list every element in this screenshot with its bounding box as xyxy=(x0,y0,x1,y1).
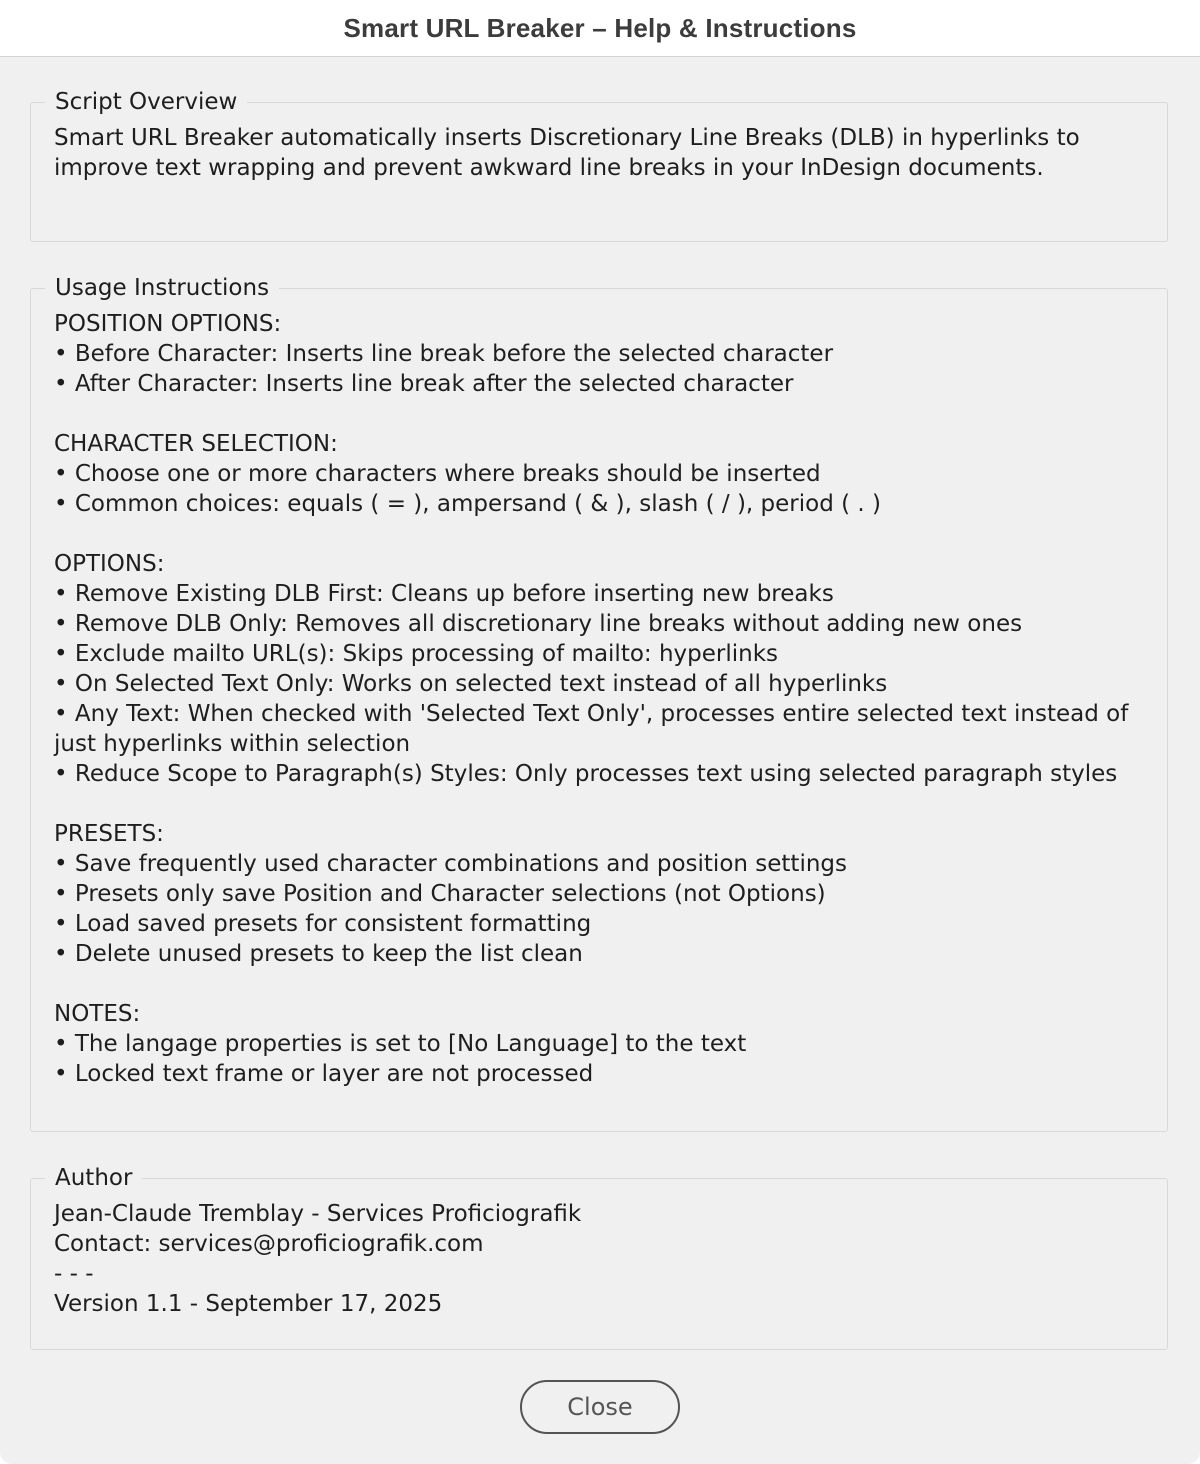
window-title: Smart URL Breaker – Help & Instructions xyxy=(343,12,857,43)
overview-text: Smart URL Breaker automatically inserts Discretionary Line Breaks (DLB) in hyperlinks to improve text wrapping and prevent awkward line breaks in your InDesign documents. xyxy=(54,125,1080,181)
author-legend: Author xyxy=(45,1163,142,1193)
position-options-heading: POSITION OPTIONS: xyxy=(54,311,282,337)
list-item: • Remove Existing DLB First: Cleans up before inserting new breaks xyxy=(54,581,834,607)
presets-heading: PRESETS: xyxy=(54,821,164,847)
spacer xyxy=(54,399,1152,429)
list-item: • Choose one or more characters where breaks should be inserted xyxy=(54,461,821,487)
list-item: • Common choices: equals ( = ), ampersand ( & ), slash ( / ), period ( . ) xyxy=(54,491,882,517)
spacer xyxy=(54,519,1152,549)
list-item: • Save frequently used character combinations and position settings xyxy=(54,851,847,877)
list-item: • Remove DLB Only: Removes all discretionary line breaks without adding new ones xyxy=(54,611,1023,637)
list-item: • Locked text frame or layer are not processed xyxy=(54,1061,594,1087)
author-name: Jean-Claude Tremblay - Services Proficiografik xyxy=(54,1201,582,1227)
options-heading: OPTIONS: xyxy=(54,551,165,577)
list-item: • Exclude mailto URL(s): Skips processing of mailto: hyperlinks xyxy=(54,641,779,667)
author-body xyxy=(54,1199,1152,1319)
author-separator: - - - xyxy=(54,1261,94,1287)
script-overview-panel xyxy=(30,89,1168,242)
usage-instructions-body xyxy=(54,309,1152,1089)
spacer xyxy=(54,789,1152,819)
list-item: • Any Text: When checked with 'Selected Text Only', processes entire selected text instead of just hyperlinks within selection xyxy=(54,701,1129,757)
list-item: • Load saved presets for consistent formatting xyxy=(54,911,592,937)
author-contact: Contact: services@proficiografik.com xyxy=(54,1231,484,1257)
author-panel xyxy=(30,1165,1168,1350)
character-selection-heading: CHARACTER SELECTION: xyxy=(54,431,338,457)
list-item: • Reduce Scope to Paragraph(s) Styles: Only processes text using selected paragraph styles xyxy=(54,761,1118,787)
list-item: • Presets only save Position and Character selections (not Options) xyxy=(54,881,826,907)
list-item: • On Selected Text Only: Works on selected text instead of all hyperlinks xyxy=(54,671,888,697)
usage-instructions-legend: Usage Instructions xyxy=(45,273,279,303)
usage-instructions-panel xyxy=(30,275,1168,1132)
close-button[interactable]: Close xyxy=(520,1380,680,1434)
version-info: Version 1.1 - September 17, 2025 xyxy=(54,1291,443,1317)
list-item: • The langage properties is set to [No Language] to the text xyxy=(54,1031,747,1057)
title-bar[interactable] xyxy=(0,0,1200,57)
list-item: • After Character: Inserts line break after the selected character xyxy=(54,371,794,397)
spacer xyxy=(54,969,1152,999)
list-item: • Delete unused presets to keep the list clean xyxy=(54,941,583,967)
script-overview-body xyxy=(54,123,1152,183)
notes-heading: NOTES: xyxy=(54,1001,141,1027)
list-item: • Before Character: Inserts line break before the selected character xyxy=(54,341,834,367)
script-overview-legend: Script Overview xyxy=(45,87,247,117)
